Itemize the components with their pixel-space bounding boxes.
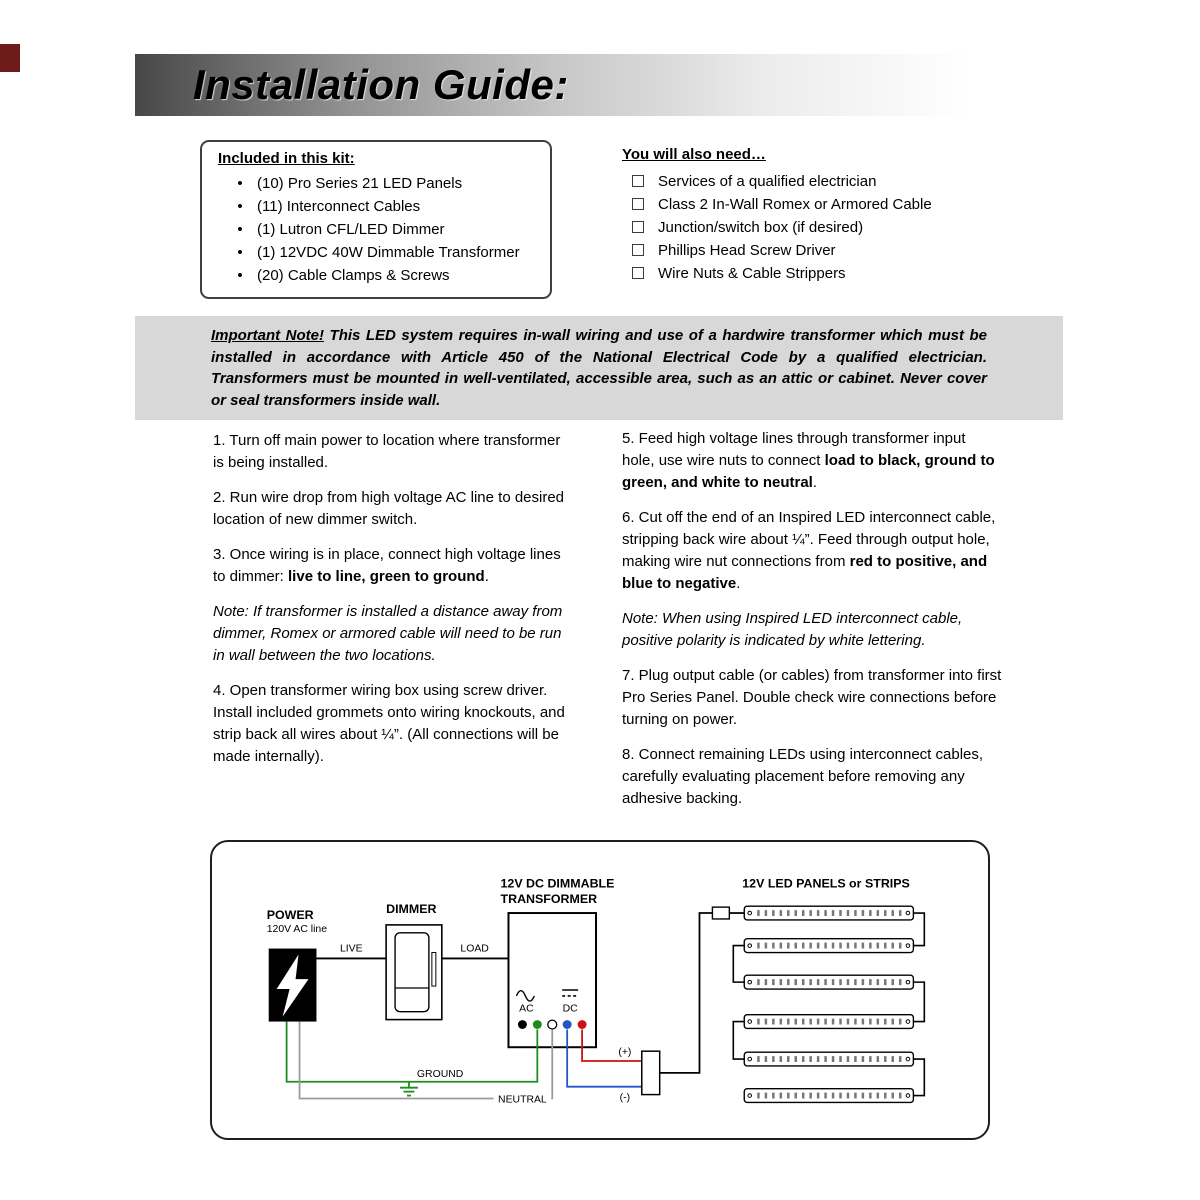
plus-label: (+) — [618, 1047, 632, 1059]
need-item-label: Services of a qualified electrician — [658, 173, 877, 190]
checkbox-icon — [632, 175, 644, 187]
kit-item — [216, 241, 538, 264]
terminal-dot-white — [548, 1020, 557, 1029]
inline-connector — [712, 907, 729, 919]
bullet-icon: • — [237, 221, 243, 238]
important-note-banner — [135, 316, 1063, 420]
wire-output-feed — [660, 913, 713, 1073]
kit-box — [200, 140, 552, 299]
terminal-dot-black — [518, 1020, 527, 1029]
need-item — [622, 239, 1032, 262]
instructions-left-column — [213, 430, 565, 781]
wiring-diagram — [210, 840, 990, 1140]
ground-label: GROUND — [416, 1068, 464, 1080]
step-1: 1. Turn off main power to location where transformer is being installed. — [213, 432, 561, 471]
need-item — [622, 216, 1032, 239]
checkbox-icon — [632, 198, 644, 210]
minus-label: (-) — [619, 1092, 631, 1104]
led-panels-label: 12V LED PANELS or STRIPS — [742, 876, 910, 891]
bullet-icon: • — [237, 244, 243, 261]
also-need-box — [622, 146, 1032, 285]
need-item-label: Class 2 In-Wall Romex or Armored Cable — [658, 196, 932, 213]
led-strip — [744, 939, 913, 953]
page-corner-mark — [0, 44, 20, 72]
kit-list — [216, 172, 538, 287]
strip-link-left — [733, 946, 744, 983]
kit-item-label: (1) Lutron CFL/LED Dimmer — [257, 221, 445, 238]
strip-link-left — [733, 1022, 744, 1059]
led-strip — [744, 1015, 913, 1029]
need-item-label: Phillips Head Screw Driver — [658, 242, 836, 259]
step-7: 7. Plug output cable (or cables) from transformer into first Pro Series Panel. Double check wire connections before turning on power. — [622, 667, 1002, 728]
neutral-label: NEUTRAL — [498, 1094, 547, 1106]
also-need-list — [622, 170, 1032, 285]
ground-symbol-icon — [400, 1082, 418, 1096]
kit-item-label: (20) Cable Clamps & Screws — [257, 267, 450, 284]
step-3: 3. Once wiring is in place, connect high voltage lines to dimmer: live to line, green to ground. — [213, 546, 561, 585]
page-title: Installation Guide: — [193, 61, 569, 108]
terminal-dot-green — [533, 1020, 542, 1029]
header-bar — [135, 54, 1063, 116]
dc-label: DC — [562, 1003, 578, 1015]
kit-item-label: (11) Interconnect Cables — [257, 198, 421, 215]
bullet-icon: • — [237, 175, 243, 192]
kit-item — [216, 172, 538, 195]
also-need-title: You will also need… — [622, 146, 766, 163]
note-polarity: Note: When using Inspired LED interconnect cable, positive polarity is indicated by white lettering. — [622, 610, 963, 649]
kit-item — [216, 264, 538, 287]
checkbox-icon — [632, 267, 644, 279]
ac-label: AC — [519, 1003, 534, 1015]
strip-link-right — [913, 982, 924, 1021]
wire-ground — [287, 1022, 538, 1082]
led-strip — [744, 906, 913, 920]
led-strip — [744, 975, 913, 989]
terminal-dot-blue — [563, 1020, 572, 1029]
wiring-diagram-svg — [212, 842, 988, 1138]
kit-item — [216, 195, 538, 218]
kit-item-label: (1) 12VDC 40W Dimmable Transformer — [257, 244, 520, 261]
strip-link-right — [913, 1059, 924, 1096]
transformer-label-line2: TRANSFORMER — [500, 892, 598, 907]
need-item — [622, 193, 1032, 216]
kit-item — [216, 218, 538, 241]
led-strip — [744, 1052, 913, 1066]
checkbox-icon — [632, 244, 644, 256]
dc-connector — [642, 1051, 660, 1094]
dimmer-label: DIMMER — [386, 902, 437, 917]
bullet-icon: • — [237, 267, 243, 284]
step-8: 8. Connect remaining LEDs using interconnect cables, carefully evaluating placement before removing any adhesive backing. — [622, 746, 984, 807]
step-6: 6. Cut off the end of an Inspired LED interconnect cable, stripping back wire about ¼”. Feed through output hole, making wire nut connections from red to positive, and blue to negative. — [622, 509, 996, 592]
instructions-right-column — [622, 428, 1002, 823]
power-label: POWER — [266, 908, 314, 922]
transformer-label-line1: 12V DC DIMMABLE — [500, 876, 615, 891]
terminal-dot-red — [578, 1020, 587, 1029]
strip-link-right — [913, 913, 924, 946]
bullet-icon: • — [237, 198, 243, 215]
step-4: 4. Open transformer wiring box using screw driver. Install included grommets onto wiring knockouts, and strip back all wires about ¼”. (All connections will be made internally). — [213, 682, 565, 765]
kit-title: Included in this kit: — [218, 150, 355, 167]
step-2: 2. Run wire drop from high voltage AC line to desired location of new dimmer switch. — [213, 489, 565, 528]
step-5: 5. Feed high voltage lines through transformer input hole, use wire nuts to connect load to black, ground to green, and white to neutral. — [622, 430, 995, 491]
important-note-text: Important Note! This LED system requires in-wall wiring and use of a hardwire transformer which must be installed in accordance with Article 450 of the National Electrical Code by a qualified electrician. Transformers must be mounted in well-ventilated, accessible area, such as an attic or cabinet. Never cover or seal transformers inside wall. — [211, 327, 987, 409]
kit-item-label: (10) Pro Series 21 LED Panels — [257, 175, 463, 192]
dimmer-box — [386, 925, 442, 1020]
load-label: LOAD — [460, 943, 489, 955]
need-item — [622, 262, 1032, 285]
note-dimmer-distance: Note: If transformer is installed a distance away from dimmer, Romex or armored cable will need to be run in wall between the two locations. — [213, 603, 563, 664]
need-item-label: Wire Nuts & Cable Strippers — [658, 265, 846, 282]
led-strip — [744, 1089, 913, 1103]
live-label: LIVE — [339, 943, 363, 955]
power-sub-label: 120V AC line — [266, 923, 328, 935]
checkbox-icon — [632, 221, 644, 233]
need-item-label: Junction/switch box (if desired) — [658, 219, 864, 236]
need-item — [622, 170, 1032, 193]
